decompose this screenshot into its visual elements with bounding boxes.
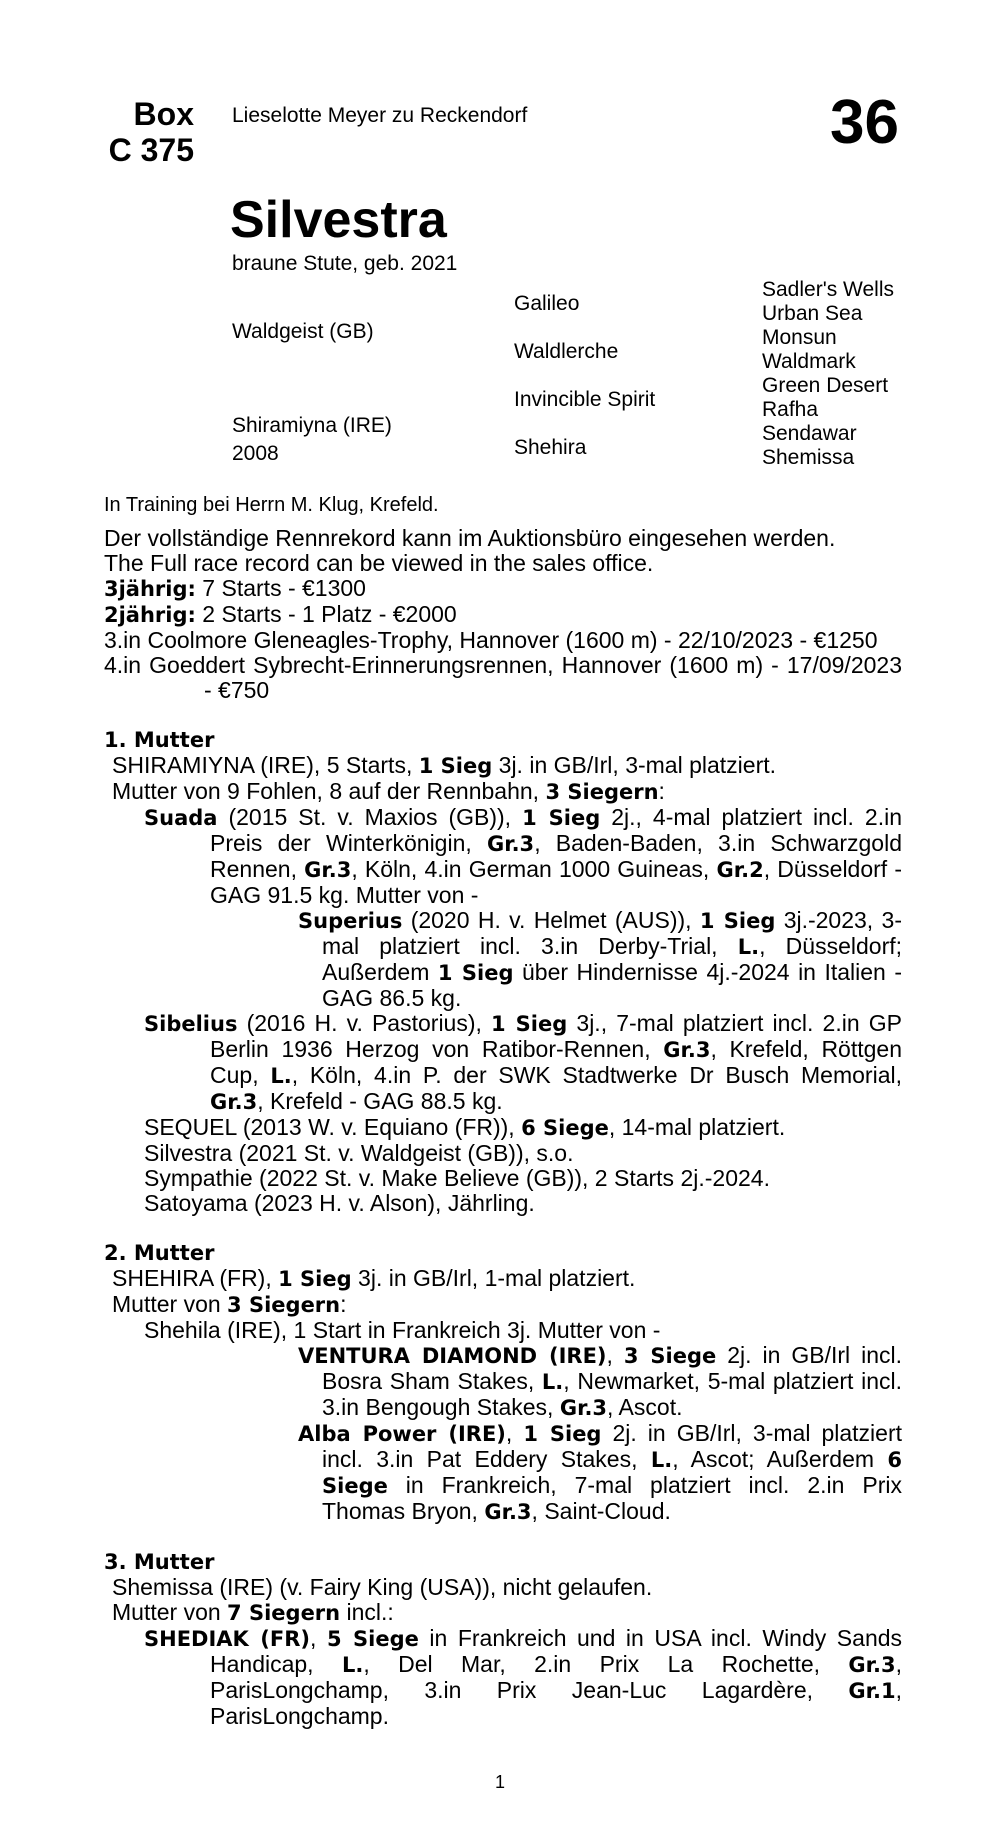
bold-fragment: SHEDIAK (FR) xyxy=(144,1627,310,1651)
text-fragment: , ParisLongchamp. xyxy=(210,1677,902,1729)
pedigree-great-grandparent: Sendawar xyxy=(762,422,857,445)
text-fragment: Mutter von 9 Fohlen, 8 auf der Rennbahn, xyxy=(112,778,546,804)
placing-3rd: 3.in Coolmore Gleneagles-Trophy, Hannover (1600 m) - 22/10/2023 - €1250 xyxy=(104,627,878,653)
offspring-entry xyxy=(104,1343,902,1421)
dam-summary-line xyxy=(104,1292,902,1318)
text-fragment: 2j. in GB/Irl incl. Bosra Sham Stakes, xyxy=(322,1342,903,1394)
pedigree-great-grandparent: Rafha xyxy=(762,398,819,421)
text-fragment: , Krefeld - GAG 88.5 kg. xyxy=(257,1088,503,1114)
bold-fragment: L. xyxy=(541,1370,564,1394)
dam-heading: 2. Mutter xyxy=(104,1241,215,1265)
horse-description: braune Stute, geb. 2021 xyxy=(232,252,458,275)
bold-fragment: 1 Sieg xyxy=(278,1267,352,1291)
pedigree-great-grandparent: Shemissa xyxy=(762,446,855,469)
text-fragment: , Baden-Baden, 3.in Schwarzgold Rennen, xyxy=(210,830,903,882)
text-fragment: (2016 H. v. Pastorius), xyxy=(237,1010,492,1036)
lot-number: 36 xyxy=(830,88,899,157)
text-fragment: 3j. in GB/Irl, 3-mal platziert. xyxy=(492,752,777,778)
text-fragment: , Del Mar, 2.in Prix La Rochette, xyxy=(363,1651,849,1677)
pedigree-great-grandparent: Waldmark xyxy=(762,350,856,373)
pedigree-great-grandparent: Green Desert xyxy=(762,374,889,397)
bold-fragment: L. xyxy=(650,1448,673,1472)
offspring-entry xyxy=(104,1166,902,1191)
bold-fragment: Sibelius xyxy=(144,1012,238,1036)
box-line-2: C 375 xyxy=(108,132,194,168)
text-fragment: 2j., 4-mal platziert incl. 2.in Preis der Winterkönigin, xyxy=(210,804,902,856)
bold-fragment: Superius xyxy=(298,909,403,933)
bold-fragment: Gr.3 xyxy=(848,1653,896,1677)
bold-fragment: 1 Sieg xyxy=(491,1012,568,1036)
horse-name: Silvestra xyxy=(230,191,447,249)
text-fragment: 3j.-2023, 3-mal platziert incl. 3.in Derby-Trial, xyxy=(322,907,902,959)
pedigree-grandparent: Waldlerche xyxy=(514,340,619,363)
bold-fragment: 1 Sieg xyxy=(418,754,493,778)
bold-fragment: Alba Power (IRE) xyxy=(298,1422,506,1446)
offspring-entry xyxy=(104,1141,902,1166)
bold-fragment: 5 Siege xyxy=(326,1627,419,1651)
bold-fragment: Gr.2 xyxy=(716,858,764,882)
dam-summary-line xyxy=(104,1575,902,1600)
text-fragment: , Newmarket, 5-mal platziert incl. 3.in Bengough Stakes, xyxy=(322,1368,902,1420)
bold-fragment: Gr.1 xyxy=(848,1679,896,1703)
age2-text: 2 Starts - 1 Platz - €2000 xyxy=(195,601,457,627)
bold-fragment: Gr.3 xyxy=(210,1090,258,1114)
race-record-note-en: The Full race record can be viewed in the sales office. xyxy=(104,550,654,576)
bold-fragment: Suada xyxy=(144,806,218,830)
bold-fragment: Gr.3 xyxy=(663,1038,711,1062)
dam-summary-line xyxy=(104,1600,902,1626)
pedigree-grandparent: Invincible Spirit xyxy=(514,388,656,411)
pedigree-sire: Waldgeist (GB) xyxy=(232,320,374,343)
pedigree-dam: Shiramiyna (IRE) xyxy=(232,414,392,437)
bold-fragment: 7 Siegern xyxy=(227,1601,341,1625)
offspring-entry xyxy=(104,1626,902,1729)
text-fragment: , Krefeld, Röttgen Cup, xyxy=(210,1036,903,1088)
offspring-entry xyxy=(104,1421,902,1525)
dam-summary-line xyxy=(104,753,902,779)
training-info: In Training bei Herrn M. Klug, Krefeld. xyxy=(104,494,439,516)
age3-label: 3jährig: xyxy=(104,577,196,601)
text-fragment: Satoyama (2023 H. v. Alson), Jährling. xyxy=(144,1190,535,1216)
bold-fragment: 3 Siegern xyxy=(545,780,659,804)
pedigree-great-grandparent: Monsun xyxy=(762,326,837,349)
bold-fragment: 3 Siegern xyxy=(227,1293,341,1317)
text-fragment: , Köln, 4.in German 1000 Guineas, xyxy=(351,856,717,882)
text-fragment: : xyxy=(658,778,665,804)
text-fragment: , 14-mal platziert. xyxy=(608,1114,786,1140)
dam-section-3 xyxy=(104,1550,902,1729)
text-fragment: 3j., 7-mal platziert incl. 2.in GP Berlin 1936 Herzog von Ratibor-Rennen, xyxy=(210,1010,902,1062)
dam-summary-line xyxy=(104,1266,902,1292)
text-fragment: SHEHIRA (FR), xyxy=(112,1265,279,1291)
dam-section-1 xyxy=(104,728,902,1216)
age2-record xyxy=(104,602,902,628)
text-fragment: , Düsseldorf; Außerdem xyxy=(322,933,903,985)
bold-fragment: 6 Siege xyxy=(322,1448,902,1498)
text-fragment: 3j. in GB/Irl, 1-mal platziert. xyxy=(351,1265,636,1291)
text-fragment: , Ascot; Außerdem xyxy=(672,1446,888,1472)
text-fragment: SEQUEL (2013 W. v. Equiano (FR)), xyxy=(144,1114,522,1140)
offspring-entry xyxy=(104,805,902,908)
bold-fragment: 1 Sieg xyxy=(523,1422,602,1446)
dam-heading: 3. Mutter xyxy=(104,1550,215,1574)
text-fragment: Mutter von xyxy=(112,1599,228,1625)
placing-4th: 4.in Goeddert Sybrecht-Erinnerungsrennen, Hannover (1600 m) - 17/09/2023 - €750 xyxy=(104,652,902,703)
dam-section-2 xyxy=(104,1241,902,1525)
text-fragment: : xyxy=(340,1291,347,1317)
race-record-note-de: Der vollständige Rennrekord kann im Auktionsbüro eingesehen werden. xyxy=(104,525,836,551)
text-fragment: 2j. in GB/Irl, 3-mal platziert incl. 3.in Pat Eddery Stakes, xyxy=(322,1420,902,1472)
text-fragment: über Hindernisse 4j.-2024 in Italien - GAG 86.5 kg. xyxy=(322,959,902,1011)
bold-fragment: VENTURA DIAMOND (IRE) xyxy=(298,1344,607,1368)
bold-fragment: 1 Sieg xyxy=(522,806,601,830)
pedigree-grandparent: Shehira xyxy=(514,436,587,459)
text-fragment: Mutter von xyxy=(112,1291,228,1317)
text-fragment: , Saint-Cloud. xyxy=(531,1498,671,1524)
box-line-1: Box xyxy=(133,96,194,132)
text-fragment: Silvestra (2021 St. v. Waldgeist (GB)), s.o. xyxy=(144,1140,574,1166)
offspring-entry xyxy=(104,1318,902,1343)
text-fragment: Shemissa (IRE) (v. Fairy King (USA)), nicht gelaufen. xyxy=(112,1574,653,1600)
text-fragment: , Düsseldorf - GAG 91.5 kg. Mutter von - xyxy=(210,856,903,908)
box-label xyxy=(104,96,194,168)
offspring-entry xyxy=(104,908,902,1011)
pedigree-great-grandparent: Urban Sea xyxy=(762,302,863,325)
text-fragment: SHIRAMIYNA (IRE), 5 Starts, xyxy=(112,752,419,778)
bold-fragment: 6 Siege xyxy=(521,1116,609,1140)
owner-name: Lieselotte Meyer zu Reckendorf xyxy=(232,104,528,127)
dam-summary-line xyxy=(104,779,902,805)
bold-fragment: 1 Sieg xyxy=(699,909,776,933)
dam-heading: 1. Mutter xyxy=(104,728,215,752)
bold-fragment: Gr.3 xyxy=(484,1500,532,1524)
bold-fragment: 3 Siege xyxy=(623,1344,717,1368)
bold-fragment: Gr.3 xyxy=(559,1396,608,1420)
text-fragment: Sympathie (2022 St. v. Make Believe (GB)), 2 Starts 2j.-2024. xyxy=(144,1165,770,1191)
text-fragment: , Köln, 4.in P. der SWK Stadtwerke Dr Busch Memorial, xyxy=(291,1062,902,1088)
text-fragment: incl.: xyxy=(340,1599,394,1625)
text-fragment: , ParisLongchamp, 3.in Prix Jean-Luc Lagardère, xyxy=(210,1651,902,1703)
text-fragment: , xyxy=(505,1420,524,1446)
text-fragment: in Frankreich und in USA incl. Windy Sands Handicap, xyxy=(210,1625,903,1677)
pedigree-dam-year: 2008 xyxy=(232,442,279,465)
bold-fragment: L. xyxy=(341,1653,364,1677)
offspring-entry xyxy=(104,1115,902,1141)
text-fragment: (2015 St. v. Maxios (GB)), xyxy=(217,804,523,830)
text-fragment: (2020 H. v. Helmet (AUS)), xyxy=(402,907,700,933)
age2-label: 2jährig: xyxy=(104,603,196,627)
age3-text: 7 Starts - €1300 xyxy=(195,575,366,601)
catalogue-body xyxy=(104,526,902,1729)
offspring-entry xyxy=(104,1011,902,1115)
text-fragment: , xyxy=(606,1342,624,1368)
age3-record xyxy=(104,576,902,602)
bold-fragment: Gr.3 xyxy=(304,858,352,882)
bold-fragment: Gr.3 xyxy=(486,832,535,856)
pedigree-grandparent: Galileo xyxy=(514,292,580,315)
text-fragment: , Ascot. xyxy=(607,1394,683,1420)
text-fragment: Shehila (IRE), 1 Start in Frankreich 3j. Mutter von - xyxy=(144,1317,661,1343)
bold-fragment: L. xyxy=(737,935,760,959)
text-fragment: , xyxy=(310,1625,327,1651)
text-fragment: in Frankreich, 7-mal platziert incl. 2.in Prix Thomas Bryon, xyxy=(322,1472,902,1524)
bold-fragment: 1 Sieg xyxy=(437,961,514,985)
offspring-entry xyxy=(104,1191,902,1216)
pedigree-great-grandparent: Sadler's Wells xyxy=(762,278,894,301)
bold-fragment: L. xyxy=(270,1064,292,1088)
page-number: 1 xyxy=(494,1772,505,1792)
